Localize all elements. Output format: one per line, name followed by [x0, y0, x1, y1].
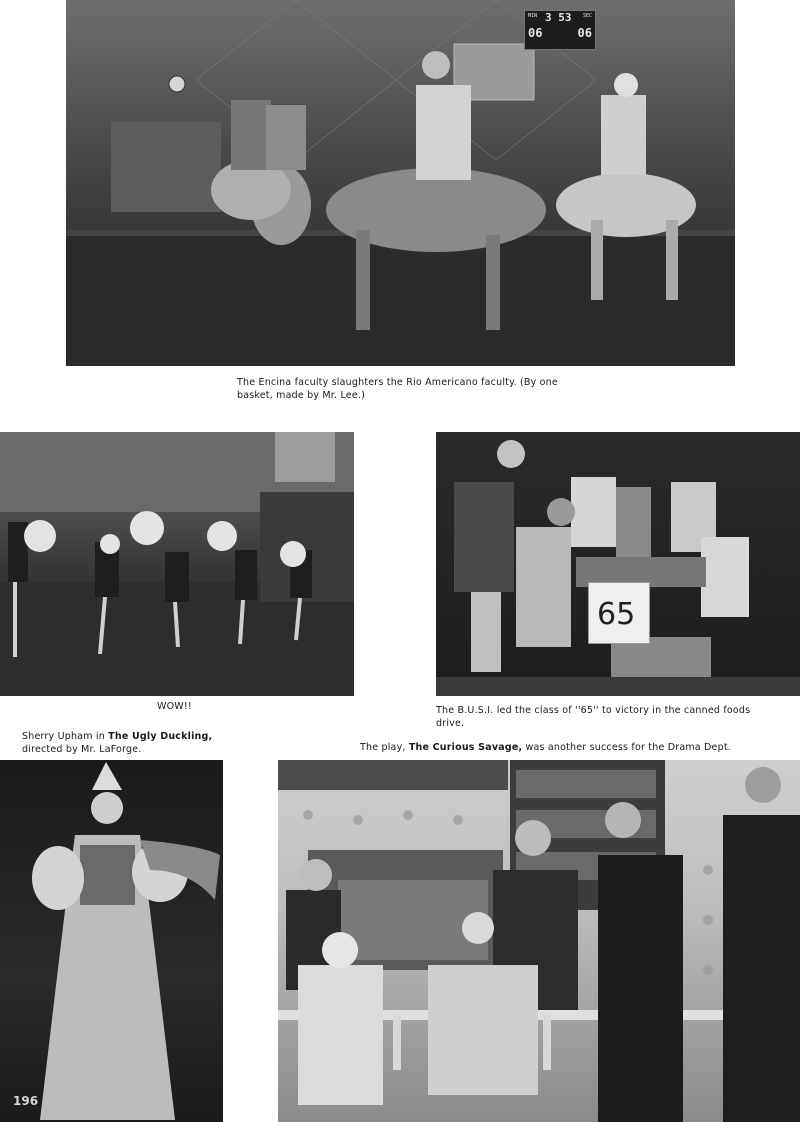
- caption-canned-foods: The B.U.S.I. led the class of ''65'' to victory in the canned foods drive.: [436, 705, 751, 729]
- caption-ugly-duckling-suffix: directed by Mr. LaForge.: [22, 744, 142, 755]
- scoreboard-home-score: 06: [528, 26, 543, 40]
- box-sign-text: 65: [597, 597, 636, 632]
- dancers-scene: [0, 432, 354, 696]
- scoreboard-visitor-score: 06: [577, 26, 592, 40]
- caption-curious-savage-title: The Curious Savage,: [408, 742, 523, 753]
- caption-ugly-duckling-prefix: Sherry Upham in: [22, 731, 109, 742]
- photo-pom-pom-dancers: [0, 432, 354, 696]
- box-sign: [588, 582, 650, 644]
- caption-curious-savage-prefix: The play,: [360, 742, 409, 753]
- photo-canned-foods-drive: [436, 432, 800, 696]
- cans-scene: [436, 432, 800, 696]
- duckling-scene: [0, 760, 223, 1122]
- scoreboard-min-label: MIN: [528, 13, 538, 19]
- scoreboard: [524, 10, 596, 50]
- photo-ugly-duckling: [0, 760, 223, 1122]
- scoreboard-sec-label: SEC: [582, 13, 592, 19]
- photo-curious-savage: [278, 760, 800, 1122]
- savage-scene: [278, 760, 800, 1122]
- caption-wow: WOW!!: [157, 701, 192, 712]
- scoreboard-time: 3 53: [545, 11, 572, 24]
- caption-ugly-duckling: [22, 730, 222, 756]
- photo-donkey-basketball: [66, 0, 735, 366]
- caption-donkey-basketball: The Encina faculty slaughters the Rio Americano faculty. (By one basket, made by Mr. Lee.): [237, 377, 558, 401]
- caption-ugly-duckling-title: The Ugly Duckling,: [108, 731, 213, 742]
- donkey-scene: [66, 0, 735, 366]
- caption-curious-savage-suffix: was another success for the Drama Dept.: [522, 742, 731, 753]
- caption-curious-savage: [360, 741, 760, 754]
- page-number: 196: [13, 1094, 39, 1108]
